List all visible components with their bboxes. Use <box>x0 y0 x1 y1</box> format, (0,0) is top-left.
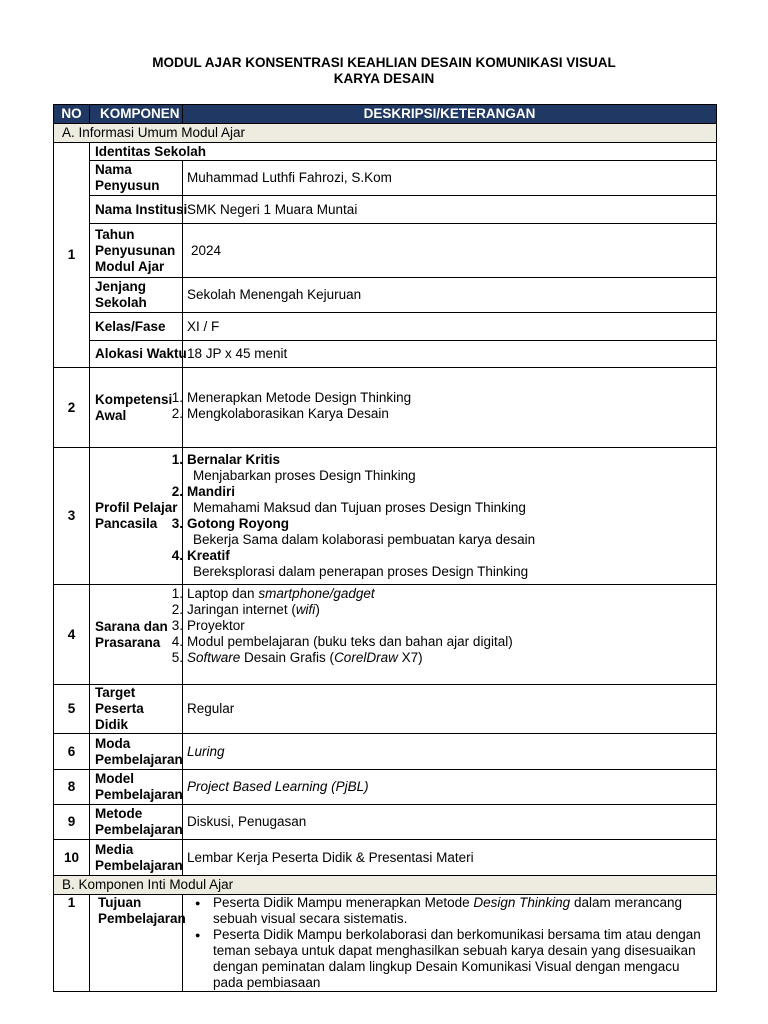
table-row <box>54 770 717 805</box>
list-item: ● Peserta Didik Mampu berkolaborasi dan berkomunikasi bersama tim atau dengan teman sebaya untuk dapat menghasilkan sebuah karya desain yang disesuaikan dengan peminatan dalam lingkup Desain Komunikasi Visual dengan mengacu pada pembiasaan <box>187 927 712 991</box>
identitas-heading-row <box>54 143 717 161</box>
list-item: 4. Kreatif Bereksplorasi dalam penerapan proses Design Thinking <box>171 548 529 579</box>
document-title: MODUL AJAR KONSENTRASI KEAHLIAN DESAIN KOMUNIKASI VISUAL <box>152 55 616 70</box>
document-subtitle: KARYA DESAIN <box>333 71 435 86</box>
row-label: Metode Pembelajaran <box>90 805 183 840</box>
list-item: 3. Proyektor <box>171 618 245 633</box>
list-item: 4. Modul pembelajaran (buku teks dan bahan ajar digital) <box>171 634 513 649</box>
table-header <box>54 105 717 124</box>
row-number: 2 <box>54 368 90 448</box>
table-row <box>54 685 717 734</box>
row-label: Sarana dan Prasarana <box>90 585 183 685</box>
row-value: XI / F <box>183 313 717 341</box>
profil-list <box>171 448 717 585</box>
list-item: 2. Mengkolaborasikan Karya Desain <box>171 406 389 421</box>
row-label: Kompetensi Awal <box>90 368 183 448</box>
row-label: Jenjang Sekolah <box>90 278 183 313</box>
list-item: 5. Software Desain Grafis (CorelDraw X7) <box>171 650 423 665</box>
section-a-title: A. Informasi Umum Modul Ajar <box>54 124 717 143</box>
header-no: NO <box>54 105 90 124</box>
row-value: 2024 <box>183 224 717 278</box>
row-value: SMK Negeri 1 Muara Muntai <box>183 196 717 224</box>
row-value: Muhammad Luthfi Fahrozi, S.Kom <box>183 161 717 196</box>
row-label: Alokasi Waktu <box>90 341 183 368</box>
table-row <box>54 895 717 992</box>
list-item: 1. Laptop dan smartphone/gadget <box>171 586 375 601</box>
row-value: Lembar Kerja Peserta Didik & Presentasi Materi <box>183 840 717 876</box>
row-label: Nama Penyusun <box>90 161 183 196</box>
section-a-row <box>54 124 717 143</box>
kompetensi-list <box>171 368 717 448</box>
row-label: Moda Pembelajaran <box>90 734 183 770</box>
row-label: Model Pembelajaran <box>90 770 183 805</box>
list-item: 3. Gotong Royong Bekerja Sama dalam kolaborasi pembuatan karya desain <box>171 516 536 547</box>
header-deskripsi: DESKRIPSI/KETERANGAN <box>183 105 717 124</box>
identitas-heading: Identitas Sekolah <box>90 143 717 161</box>
modul-table <box>53 104 717 992</box>
table-row <box>54 734 717 770</box>
table-row <box>54 196 717 224</box>
row-label: Profil Pelajar Pancasila <box>90 448 183 585</box>
list-item: 1. Bernalar Kritis Menjabarkan proses Design Thinking <box>171 452 416 483</box>
row-label: Media Pembelajaran <box>90 840 183 876</box>
row-number: 5 <box>54 685 90 734</box>
table-row <box>54 448 717 585</box>
table-row <box>54 341 717 368</box>
row-label: Tujuan Pembelajaran <box>90 895 183 992</box>
row-value: Diskusi, Penugasan <box>183 805 717 840</box>
row-label: Nama Institusi <box>90 196 183 224</box>
list-item: 1. Menerapkan Metode Design Thinking <box>171 390 412 405</box>
sarana-list <box>171 585 717 685</box>
section-b-title: B. Komponen Inti Modul Ajar <box>54 876 717 895</box>
row-value: Luring <box>183 734 717 770</box>
tujuan-list <box>183 895 717 992</box>
table-row <box>54 585 717 685</box>
table-row <box>54 161 717 196</box>
list-item: 2. Mandiri Memahami Maksud dan Tujuan proses Design Thinking <box>171 484 526 515</box>
row-number: 3 <box>54 448 90 585</box>
row-number: 4 <box>54 585 90 685</box>
row-label: Target Peserta Didik <box>90 685 183 734</box>
row-label: Kelas/Fase <box>90 313 183 341</box>
table-row <box>54 313 717 341</box>
header-komponen: KOMPONEN <box>90 105 183 124</box>
row-number: 1 <box>54 143 90 368</box>
row-label: Tahun Penyusunan Modul Ajar <box>90 224 183 278</box>
row-number: 9 <box>54 805 90 840</box>
row-value: Regular <box>183 685 717 734</box>
row-number: 8 <box>54 770 90 805</box>
row-number: 1 <box>54 895 90 992</box>
row-value: 18 JP x 45 menit <box>183 341 717 368</box>
list-item: 2. Jaringan internet (wifi) <box>171 602 320 617</box>
row-value: Sekolah Menengah Kejuruan <box>183 278 717 313</box>
row-number: 10 <box>54 840 90 876</box>
section-b-row <box>54 876 717 895</box>
row-number: 6 <box>54 734 90 770</box>
table-row <box>54 840 717 876</box>
row-value: Project Based Learning (PjBL) <box>183 770 717 805</box>
table-row <box>54 805 717 840</box>
table-row <box>54 278 717 313</box>
table-row <box>54 224 717 278</box>
table-row <box>54 368 717 448</box>
list-item: ● Peserta Didik Mampu menerapkan Metode Design Thinking dalam merancang sebuah visual secara sistematis. <box>187 895 712 927</box>
